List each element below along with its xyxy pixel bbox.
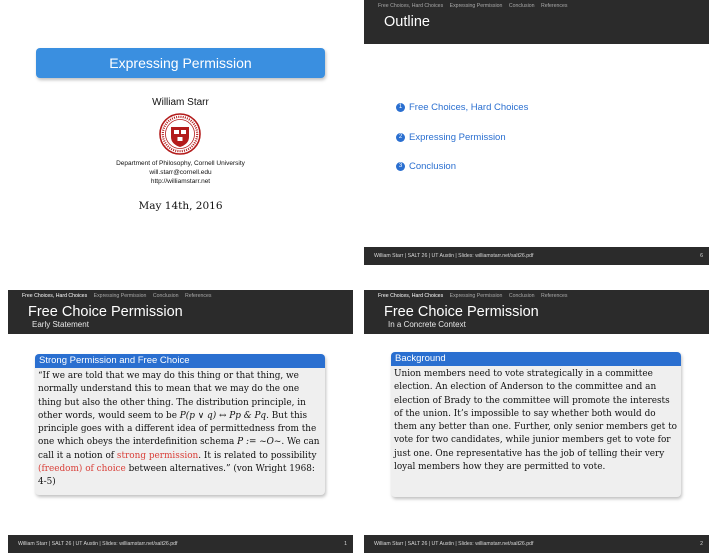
frame-title: Outline: [384, 14, 430, 30]
block-body: [35, 368, 325, 490]
highlight-freedom-of-choice: (freedom) of choice: [38, 464, 126, 475]
nav-item-references[interactable]: References: [540, 293, 568, 299]
quote-text: . It is related to possibility: [198, 450, 317, 461]
title-slide: [8, 0, 353, 265]
footer-text: William Starr | SALT 26 | UT Austin | Slides: williamstarr.net/salt26.pdf: [374, 541, 534, 547]
page-number: 6: [700, 253, 703, 259]
slide-header: [364, 0, 709, 44]
frame-title: Free Choice Permission: [28, 304, 183, 320]
formula: P := ~O~: [237, 437, 282, 448]
early-statement-slide: [8, 290, 353, 553]
presentation-title: Expressing Permission: [36, 48, 325, 78]
background-block: [391, 352, 681, 497]
nav-item-expressing-permission[interactable]: Expressing Permission: [93, 293, 147, 299]
toc-label: Conclusion: [409, 161, 456, 172]
website[interactable]: http://williamstarr.net: [150, 178, 211, 185]
quote-text: . But this principle goes with a different idea of permittedness from the one which obeys the interdefinition schema: [38, 410, 317, 448]
section-nav: [22, 293, 217, 299]
toc-item-1[interactable]: [396, 97, 528, 116]
slide-header: [8, 290, 353, 334]
page-number: 2: [700, 541, 703, 547]
block-title: Strong Permission and Free Choice: [35, 354, 325, 368]
toc-number: 2: [396, 133, 405, 142]
quote-text: between alternatives.” (von Wright 1968: 4-5): [38, 464, 315, 488]
toc-number: 3: [396, 162, 405, 171]
cornell-seal-icon: [159, 113, 201, 155]
nav-item-free-choices[interactable]: Free Choices, Hard Choices: [22, 293, 88, 299]
section-nav: [378, 3, 573, 9]
toc-item-2[interactable]: [396, 127, 506, 146]
presentation-date: May 14th, 2016: [138, 200, 223, 212]
department: Department of Philosophy, Cornell University: [116, 160, 245, 167]
nav-item-expressing-permission[interactable]: Expressing Permission: [449, 3, 503, 9]
toc-label: Free Choices, Hard Choices: [409, 102, 529, 113]
frame-subtitle: In a Concrete Context: [388, 320, 466, 329]
toc-number: 1: [396, 103, 405, 112]
frame-title: Free Choice Permission: [384, 304, 539, 320]
concrete-context-slide: [364, 290, 709, 553]
slide-footer: [364, 535, 709, 553]
section-nav: [378, 293, 573, 299]
footer-text: William Starr | SALT 26 | UT Austin | Slides: williamstarr.net/salt26.pdf: [18, 541, 178, 547]
highlight-strong-permission: strong permission: [116, 450, 199, 461]
frame-subtitle: Early Statement: [32, 320, 89, 329]
page-number: 1: [344, 541, 347, 547]
nav-item-free-choices[interactable]: Free Choices, Hard Choices: [378, 293, 444, 299]
nav-item-free-choices[interactable]: Free Choices, Hard Choices: [378, 3, 444, 9]
slide-footer: [8, 535, 353, 553]
author-name: William Starr: [152, 97, 209, 108]
email[interactable]: will.starr@cornell.edu: [149, 169, 212, 176]
nav-item-conclusion[interactable]: Conclusion: [508, 3, 535, 9]
quote-text: “If we are told that we may do this thing or that thing, we normally understand this to mean that we may do the one thing but also the other thing. The distribution principle, in other words, would seem to be: [38, 371, 306, 421]
block-body: Union members need to vote strategically in a committee election. An election of Anderson to the committee and an election of Brady to the committee will promote the interests of the union. It’s impossible to say whether both would do them any better than one. Further, only senior members get to vote for two candidates, while junior members get to vote for just one. One representative has the job of telling their very loyal members how they are permitted to vote.: [394, 369, 677, 473]
nav-item-references[interactable]: References: [540, 3, 568, 9]
slide-header: [364, 290, 709, 334]
toc-item-3[interactable]: [396, 156, 456, 175]
nav-item-conclusion[interactable]: Conclusion: [152, 293, 179, 299]
nav-item-conclusion[interactable]: Conclusion: [508, 293, 535, 299]
outline-slide: [364, 0, 709, 265]
affiliation: [8, 159, 353, 186]
toc-label: Expressing Permission: [409, 132, 506, 143]
footer-text: William Starr | SALT 26 | UT Austin | Slides: williamstarr.net/salt26.pdf: [374, 253, 534, 259]
quote-text: . We can call it a notion of: [38, 437, 320, 461]
formula: P(p ∨ q) ↔ Pp & Pq: [179, 410, 267, 421]
block-title: Background: [391, 352, 681, 366]
nav-item-references[interactable]: References: [184, 293, 212, 299]
slide-footer: [364, 247, 709, 265]
nav-item-expressing-permission[interactable]: Expressing Permission: [449, 293, 503, 299]
theorem-block: [35, 354, 325, 495]
